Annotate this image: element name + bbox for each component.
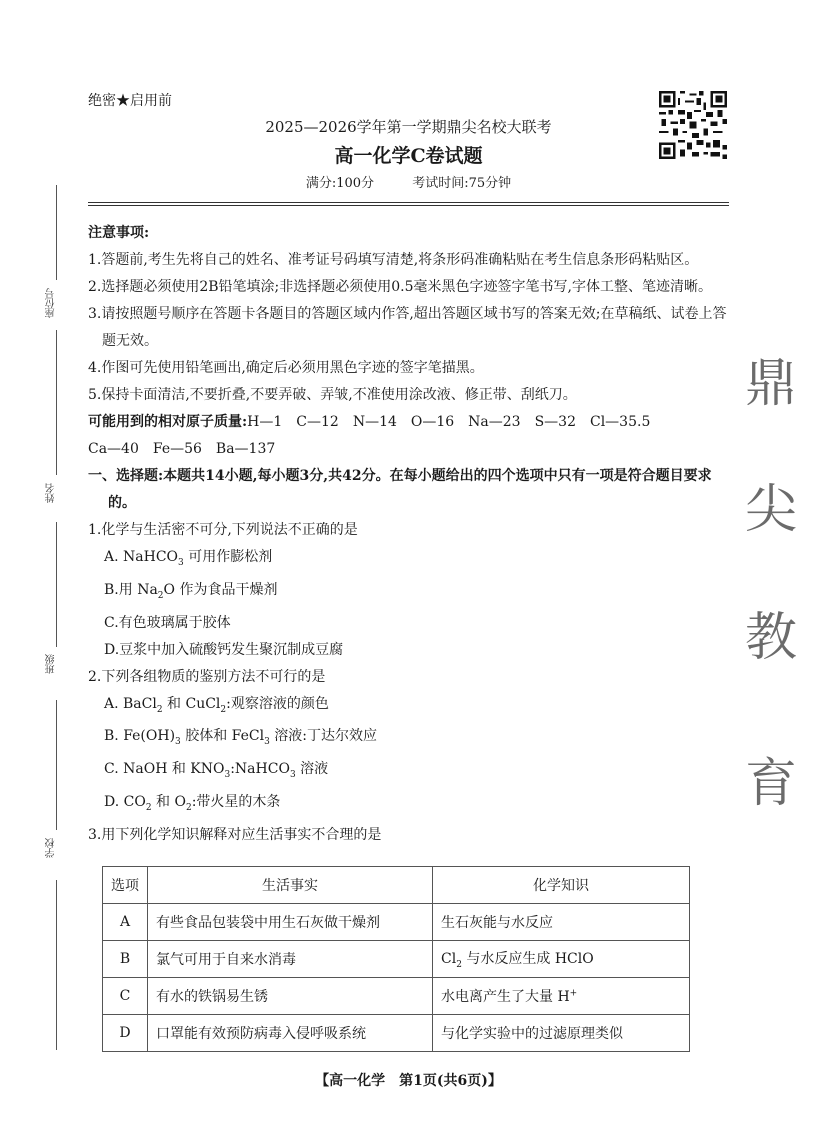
binding-line <box>56 330 57 475</box>
atomic-mass-label: 可能用到的相对原子质量: <box>88 414 248 430</box>
table-row <box>103 904 690 941</box>
binding-line <box>56 880 57 1050</box>
table-header: 生活事实 <box>148 867 433 904</box>
seat-number-label: 座位号 <box>46 288 57 318</box>
notice-item: 4.作图可先使用铅笔画出,确定后必须用黑色字迹的签字笔描黑。 <box>88 360 484 376</box>
table-row <box>103 941 690 978</box>
q2-option-c: C. NaOH 和 $KNO_3:NaHCO_3$ 溶液 <box>104 761 329 780</box>
watermark-char: 育 <box>745 754 798 814</box>
header-rule-top <box>88 202 729 203</box>
table-cell-option: B <box>103 941 148 978</box>
qr-code-icon <box>659 91 727 159</box>
q1-option-d: D.豆浆中加入硫酸钙发生聚沉制成豆腐 <box>104 641 344 658</box>
exam-content <box>88 220 730 849</box>
q3-table <box>102 866 690 1052</box>
q1-option-c: C.有色玻璃属于胶体 <box>104 614 231 631</box>
table-cell-knowledge: 与化学实验中的过滤原理类似 <box>433 1015 690 1052</box>
table-header: 化学知识 <box>433 867 690 904</box>
class-label: 班级 <box>46 654 57 674</box>
table-cell-knowledge: 生石灰能与水反应 <box>433 904 690 941</box>
question-1-stem: 1.化学与生活密不可分,下列说法不正确的是 <box>88 522 358 538</box>
exam-time: 考试时间:75分钟 <box>412 176 512 191</box>
table-cell-knowledge: $Cl_2$ 与水反应生成 HClO <box>433 941 690 978</box>
atomic-mass-values: H—1 C—12 N—14 O—16 Na—23 S—32 Cl—35.5 <box>247 414 651 430</box>
question-2-stem: 2.下列各组物质的鉴别方法不可行的是 <box>88 668 326 685</box>
table-cell-fact: 氯气可用于自来水消毒 <box>148 941 433 978</box>
notice-item: 5.保持卡面清洁,不要折叠,不要弄破、弄皱,不准使用涂改液、修正带、刮纸刀。 <box>88 387 577 403</box>
exam-meta <box>0 172 817 191</box>
exam-name: 2025—2026学年第一学期鼎尖名校大联考 <box>265 118 552 136</box>
table-cell-option: D <box>103 1015 148 1052</box>
binding-line <box>56 522 57 647</box>
table-cell-fact: 有水的铁锅易生锈 <box>148 978 433 1015</box>
table-cell-option: C <box>103 978 148 1015</box>
q2-option-b: B. $Fe(OH)_3$ 胶体和 FeCl$_3$ 溶液:丁达尔效应 <box>104 728 378 748</box>
question-3-stem: 3.用下列化学知识解释对应生活事实不合理的是 <box>88 826 382 843</box>
q2-option-d: D. $CO_2$ 和 $O_2$:带火星的木条 <box>104 793 281 813</box>
header-rule-bottom <box>88 205 729 206</box>
notice-item: 2.选择题必须使用2B铅笔填涂;非选择题必须使用0.5毫米黑色字迹签字笔书写,字体工整、笔迹清晰。 <box>88 279 712 295</box>
name-label: 姓名 <box>46 483 57 503</box>
notice-heading: 注意事项: <box>88 225 150 241</box>
section-heading: 一、选择题:本题共14小题,每小题3分,共42分。在每小题给出的四个选项中只有一项是符合题目要求的。 <box>88 468 712 511</box>
table-cell-fact: 有些食品包装袋中用生石灰做干燥剂 <box>148 904 433 941</box>
watermark-char: 鼎 <box>745 354 798 414</box>
table-cell-fact: 口罩能有效预防病毒入侵呼吸系统 <box>148 1015 433 1052</box>
table-cell-knowledge: 水电离产生了大量 H+ <box>433 978 690 1015</box>
notice-item: 3.请按照题号顺序在答题卡各题目的答题区域内作答,超出答题区域书写的答案无效;在草稿纸、试卷上答题无效。 <box>88 306 727 349</box>
atomic-mass-values-2: Ca—40 Fe—56 Ba—137 <box>88 441 276 457</box>
atomic-mass-line <box>88 409 730 436</box>
table-cell-option: A <box>103 904 148 941</box>
notice-item: 1.答题前,考生先将自己的姓名、准考证号码填写清楚,将条形码准确粘贴在考生信息条形码粘贴区。 <box>88 252 699 268</box>
q1-option-a: A. NaHCO$_3$ 可用作膨松剂 <box>104 549 273 568</box>
secret-label: 绝密★启用前 <box>88 93 172 109</box>
binding-line <box>56 700 57 830</box>
binding-line <box>56 185 57 280</box>
school-label: 学校 <box>46 838 57 858</box>
table-row <box>103 978 690 1015</box>
table-row <box>103 1015 690 1052</box>
page-footer: 【高一化学 第1页(共6页)】 <box>315 1073 502 1089</box>
watermark-char: 尖 <box>745 480 798 540</box>
q2-option-a: A. BaCl$_2$ 和 CuCl$_2$:观察溶液的颜色 <box>104 695 329 715</box>
q1-option-b: B.用 $Na_2O$ 作为食品干燥剂 <box>104 581 278 601</box>
table-header: 选项 <box>103 867 148 904</box>
watermark-char: 教 <box>745 608 798 668</box>
table-header-row <box>103 867 690 904</box>
full-score: 满分:100分 <box>305 176 375 191</box>
page-title: 高一化学C卷试题 <box>334 145 483 167</box>
